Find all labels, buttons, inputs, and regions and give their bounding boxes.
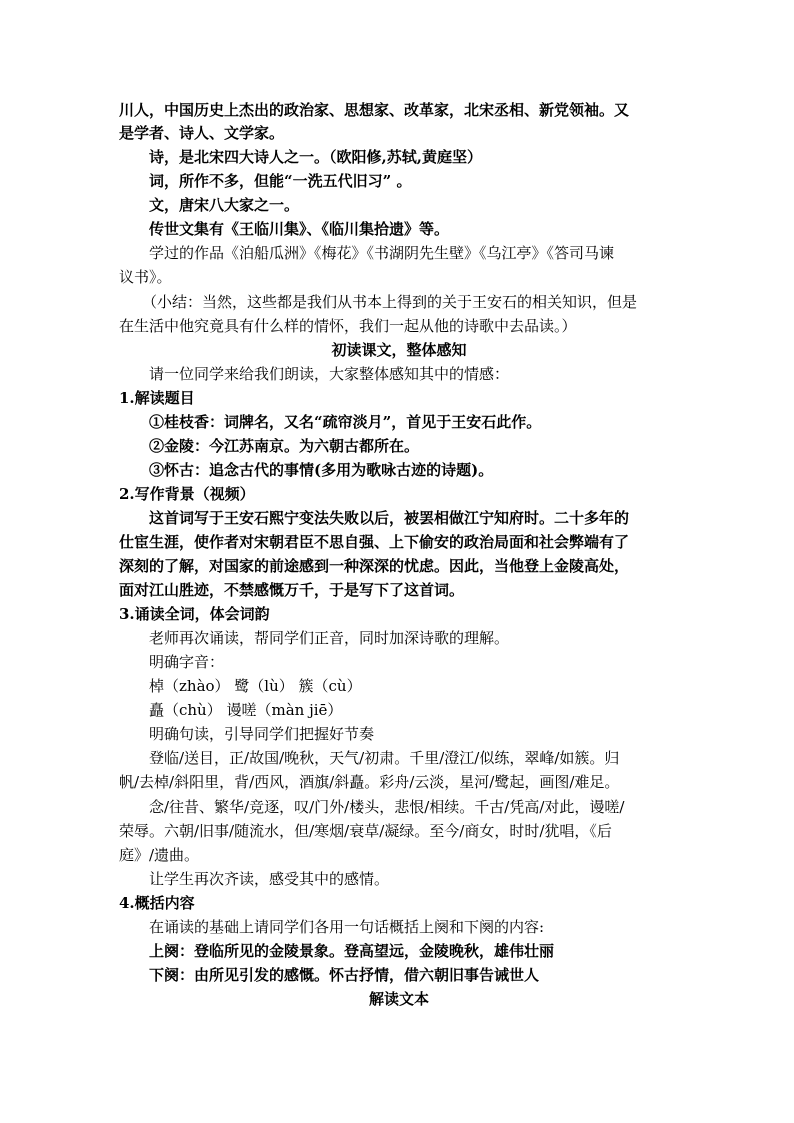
heading-summarize: 4.概括内容 xyxy=(119,894,195,912)
pronunciation-row-1: 棹（zhào） 鹭（lù） 簇（cù） xyxy=(149,677,362,695)
reading-instruction: 请一位同学来给我们朗读，大家整体感知其中的情感： xyxy=(149,365,510,383)
summarize-instruction: 在诵读的基础上请同学们各用一句话概括上阕和下阕的内容: xyxy=(149,918,545,936)
intro-line-2: 是学者、诗人、文学家。 xyxy=(119,124,285,142)
rhythm-line-3: 念/往昔、繁华/竞逐，叹/门外/楼头，悲恨/相续。千古/凭高/对此，谩嗟/ xyxy=(149,798,625,816)
background-line-4: 面对江山胜迹，不禁感慨万千，于是写下了这首词。 xyxy=(119,581,465,599)
works-line: 传世文集有《王临川集》、《临川集拾遗》等。 xyxy=(149,220,450,238)
upper-stanza-summary: 上阕：登临所见的金陵景象。登高望远，金陵晚秋，雄伟壮丽 xyxy=(149,942,555,960)
poet-line: 诗，是北宋四大诗人之一。（欧阳修,苏轼,黄庭坚） xyxy=(149,148,482,166)
rhythm-line-1: 登临/送目，正/故国/晚秋，天气/初肃。千里/澄江/似练，翠峰/如簇。归 xyxy=(149,749,620,767)
heading-recite: 3.诵读全词，体会词韵 xyxy=(119,605,270,623)
note-3: ③怀古：追念古代的事情(多用为歌咏古迹的诗题)。 xyxy=(149,461,494,479)
recite-instruction: 老师再次诵读，帮同学们正音，同时加深诗歌的理解。 xyxy=(149,629,510,647)
section-heading-first-reading: 初读课文，整体感知 xyxy=(331,341,467,359)
studied-works-line-2: 议书》。 xyxy=(119,268,172,286)
background-line-1: 这首词写于王安石熙宁变法失败以后，被罢相做江宁知府时。二十多年的 xyxy=(149,509,630,527)
rhythm-line-4: 荣辱。六朝/旧事/随流水，但/寒烟/衰草/凝绿。至今/商女，时时/犹唱，《后 xyxy=(119,822,612,840)
section-heading-interpret-text: 解读文本 xyxy=(368,990,429,1008)
rhythm-line-5: 庭》/遗曲。 xyxy=(119,846,200,864)
pronunciation-label: 明确字音： xyxy=(149,653,225,671)
ci-line: 词，所作不多，但能“一洗五代旧习” 。 xyxy=(149,172,412,190)
reread-instruction: 让学生再次齐读，感受其中的感情。 xyxy=(149,870,390,888)
summary-line-2: 在生活中他究竟具有什么样的情怀，我们一起从他的诗歌中去品读。） xyxy=(119,317,577,335)
rhythm-line-2: 帆/去棹/斜阳里，背/西风，酒旗/斜矗。彩舟/云淡，星河/鹭起，画图/难足。 xyxy=(119,773,620,791)
note-1: ①桂枝香：词牌名，又名“疏帘淡月”，首见于王安石此作。 xyxy=(149,413,542,431)
lower-stanza-summary: 下阕：由所见引发的感慨。怀古抒情，借六朝旧事告诫世人 xyxy=(149,966,540,984)
studied-works-line-1: 学过的作品《泊船瓜洲》《梅花》《书湖阴先生壁》《乌江亭》《答司马谏 xyxy=(149,244,615,262)
background-line-2: 仕宦生涯，使作者对宋朝君臣不思自强、上下偷安的政治局面和社会弊端有了 xyxy=(119,533,630,551)
heading-background: 2.写作背景（视频） xyxy=(119,485,255,503)
rhythm-instruction: 明确句读，引导同学们把握好节奏 xyxy=(149,725,375,743)
background-line-3: 深刻的了解，对国家的前途感到一种深深的忧虑。因此，当他登上金陵高处， xyxy=(119,557,630,575)
summary-line-1: （小结：当然，这些都是我们从书本上得到的关于王安石的相关知识，但是 xyxy=(142,293,638,311)
pronunciation-row-2: 矗（chù） 谩嗟（màn jiē） xyxy=(149,701,343,719)
heading-interpret-title: 1.解读题目 xyxy=(119,389,195,407)
note-2: ②金陵：今江苏南京。为六朝古都所在。 xyxy=(149,437,420,455)
intro-line-1: 川人，中国历史上杰出的政治家、思想家、改革家，北宋丞相、新党领袖。又 xyxy=(119,101,630,119)
prose-line: 文，唐宋八大家之一。 xyxy=(149,196,300,214)
